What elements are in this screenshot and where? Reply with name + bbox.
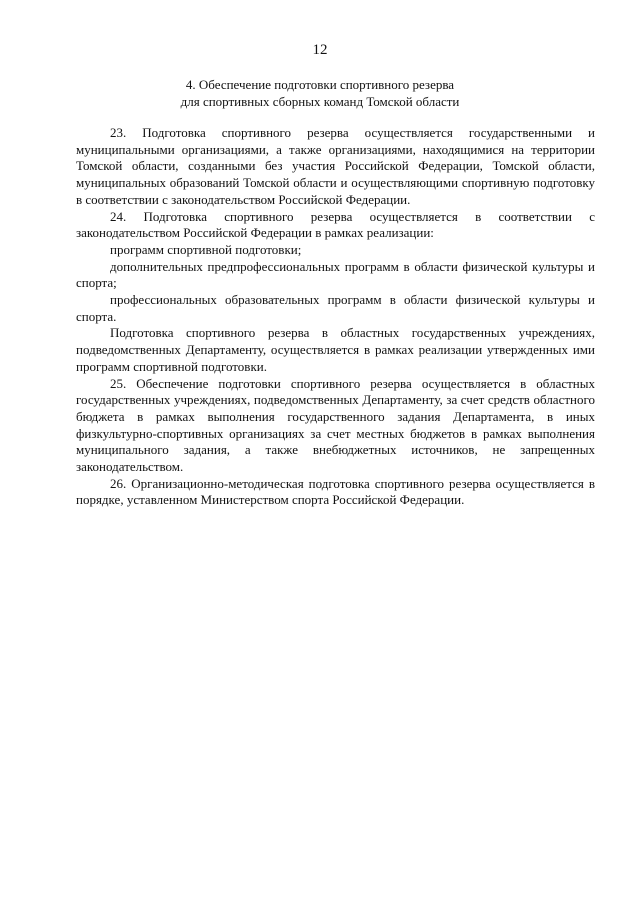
- section-heading-line-2: для спортивных сборных команд Томской области: [180, 94, 460, 109]
- list-item-preprofessional-programs: дополнительных предпрофессиональных программ в области физической культуры и спорта;: [76, 258, 595, 291]
- document-body: [76, 125, 595, 509]
- section-heading: [0, 76, 640, 110]
- paragraph-23: 23. Подготовка спортивного резерва осуществляется государственными и муниципальными организациями, а также организациями, находящимися на территории Томской области, созданными без участия Российской Федерации, Томской области, муниципальных образований Томской области и осуществляющими спортивную подготовку в соответствии с законодательством Российской Федерации.: [76, 125, 595, 207]
- section-heading-line-1: 4. Обеспечение подготовки спортивного резерва: [185, 77, 455, 92]
- paragraph-24: 24. Подготовка спортивного резерва осуществляется в соответствии с законодательством Российской Федерации в рамках реализации:: [76, 208, 595, 241]
- page-number: 12: [312, 42, 328, 58]
- paragraph-26: 26. Организационно-методическая подготовка спортивного резерва осуществляется в порядке, уставленном Министерством спорта Российской Федерации.: [76, 475, 595, 508]
- list-item-professional-programs: профессиональных образовательных программ в области физической культуры и спорта.: [76, 292, 595, 324]
- paragraph-25: 25. Обеспечение подготовки спортивного резерва осуществляется в областных государственных учреждениях, подведомственных Департаменту, за счет средств областного бюджета в рамках выполнения государственного задания Департамента, в иных физкультурно-спортивных организациях за счет местных бюджетов в рамках выполнения муниципального задания, а также внебюджетных источников, не запрещенных законодательством.: [76, 375, 595, 475]
- paragraph-state-institutions: Подготовка спортивного резерва в областных государственных учреждениях, подведомственных Департаменту, осуществляется в рамках реализации утвержденных ими программ спортивной подготовки.: [76, 325, 595, 374]
- list-item-sports-training-programs: программ спортивной подготовки;: [110, 241, 302, 257]
